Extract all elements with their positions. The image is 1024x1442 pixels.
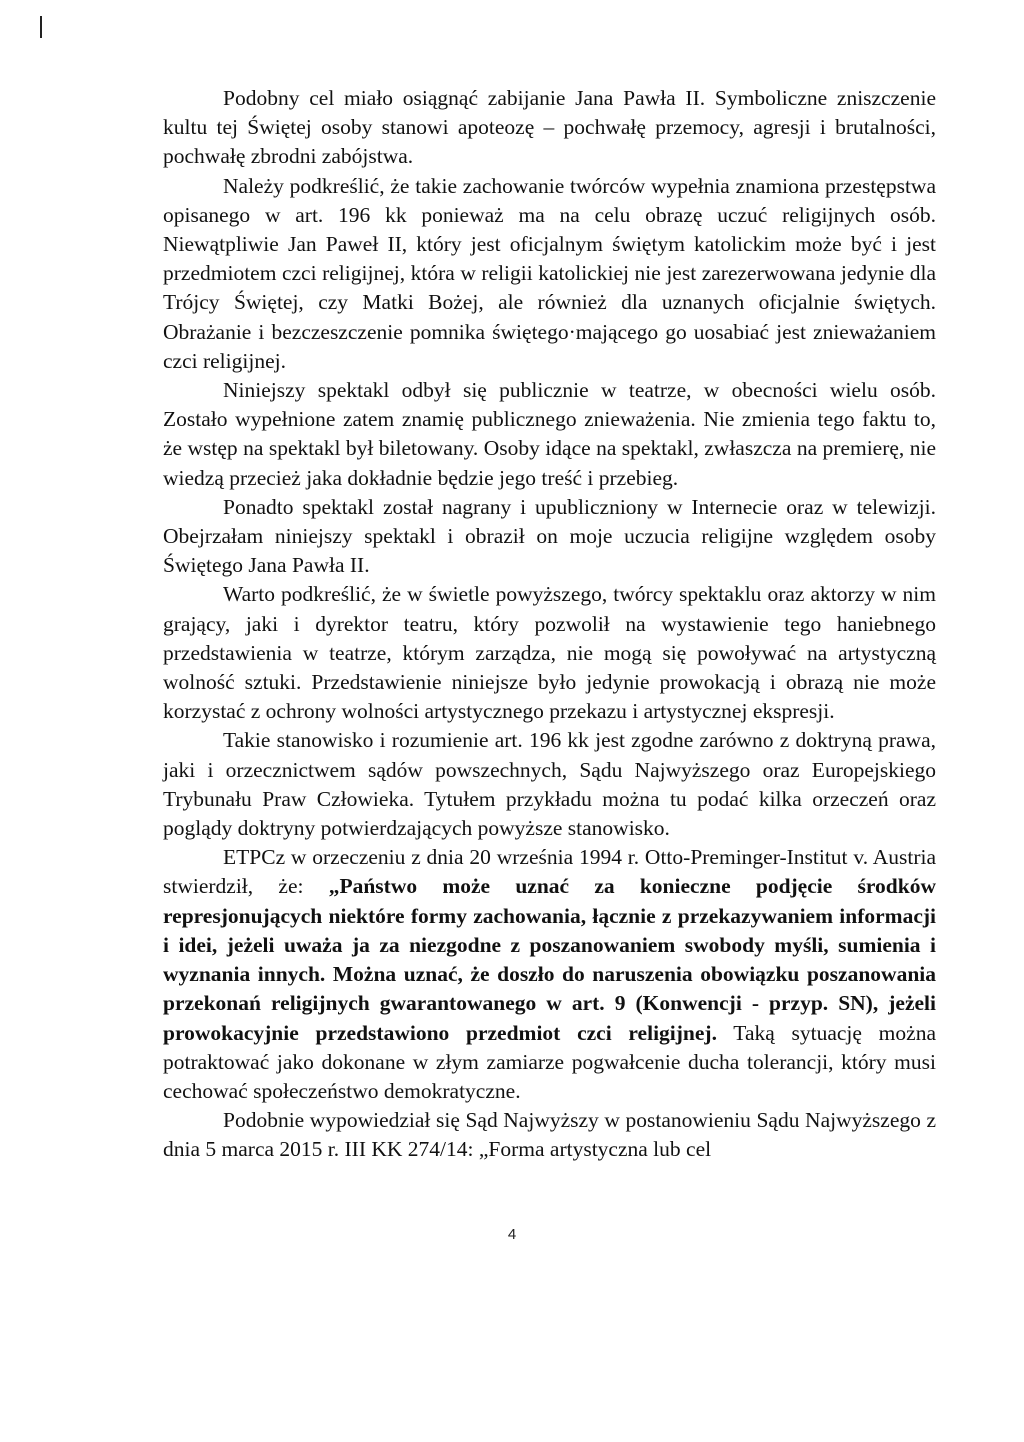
paragraph-art-196-offence: Należy podkreślić, że takie zachowanie twórców wypełnia znamiona przestępstwa opisanego w art. 196 kk ponieważ ma na celu obrazę uczuć religijnych osób. Niewątpliwie Jan Paweł II, który jest oficjalnym świętym katolickim może być i jest przedmiotem czci religijnej, która w religii katolickiej nie jest zarezerwowana jedynie dla Trójcy Świętej, czy Matki Bożej, ale również dla uznanych oficjalnie świętych. Obrażanie i bezczeszczenie pomnika świętego·mającego go uosabiać jest znieważaniem czci religijnej. (163, 173, 936, 373)
paragraph-jan-pawel-symbolism: Podobny cel miało osiągnąć zabijanie Jana Pawła II. Symboliczne zniszczenie kultu tej Świętej osoby stanowi apoteozę – pochwałę przemocy, agresji i brutalności, pochwałę zbrodni zabójstwa. (163, 86, 936, 169)
document-body (163, 84, 936, 1165)
etpcz-outro-text: Taką sytuację można potraktować jako dokonane w złym zamiarze pogwałcenie ducha tolerancji, który musi cechować społeczeństwo demokratyczne. (163, 1020, 936, 1103)
page-number: 4 (507, 1226, 517, 1243)
paragraph-supreme-court: Podobnie wypowiedział się Sąd Najwyższy w postanowieniu Sądu Najwyższego z dnia 5 marca 2015 r. III KK 274/14: „Forma artystyczna lub cel (163, 1108, 936, 1162)
paragraph-internet-broadcast: Ponadto spektakl został nagrany i upubliczniony w Internecie oraz w telewizji. Obejrzałam niniejszy spektakl i obraził on moje uczucia religijne względem osoby Świętego Jana Pawła II. (163, 494, 936, 578)
paragraph-public-performance: Niniejszy spektakl odbył się publicznie w teatrze, w obecności wielu osób. Zostało wypełnione zatem znamię publicznego znieważenia. Nie zmienia tego faktu to, że wstęp na spektakl był biletowany. Osoby idące na spektakl, zwłaszcza na premierę, nie wiedzą przecież jaka dokładnie będzie jego treść i przebieg. (163, 378, 936, 490)
paragraph-etpcz-ruling (163, 843, 936, 1106)
etpcz-bold-quote: „Państwo może uznać za konieczne podjęcie środków represjonujących niektóre formy zachowania, łącznie z przekazywaniem informacji i idei, jeżeli uważa ja za niezgodne z poszanowaniem swobody myśli, sumienia i wyznania innych. Można uznać, że doszło do naruszenia obowiązku poszanowania przekonań religijnych gwarantowanego w art. 9 (Konwencji - przyp. SN), jeżeli prowokacyjnie przedstawiono przedmiot czci religijnej. (163, 874, 936, 1045)
paragraph-case-law-intro: Takie stanowisko i rozumienie art. 196 kk jest zgodne zarówno z doktryną prawa, jaki i orzecznictwem sądów powszechnych, Sądu Najwyższego oraz Europejskiego Trybunału Praw Człowieka. Tytułem przykładu można tu podać kilka orzeczeń oraz poglądy doktryny potwierdzających powyższe stanowisko. (163, 728, 936, 841)
paragraph-artistic-freedom: Warto podkreślić, że w świetle powyższego, twórcy spektaklu oraz aktorzy w nim grający, jaki i dyrektor teatru, który pozwolił na wystawienie tego haniebnego przedstawienia w teatrze, którym zarządza, nie mogą się powoływać na artystyczną wolność sztuki. Przedstawienie niniejsze było jedynie prowokacją i obrazą nie może korzystać z ochrony wolności artystycznego przekazu i artystycznej ekspresji. (163, 582, 936, 724)
scan-artifact-mark (40, 16, 42, 38)
etpcz-intro-text: ETPCz w orzeczeniu z dnia 20 września 1994 r. Otto-Preminger-Institut v. Austria stwierdził, że: (163, 845, 936, 899)
